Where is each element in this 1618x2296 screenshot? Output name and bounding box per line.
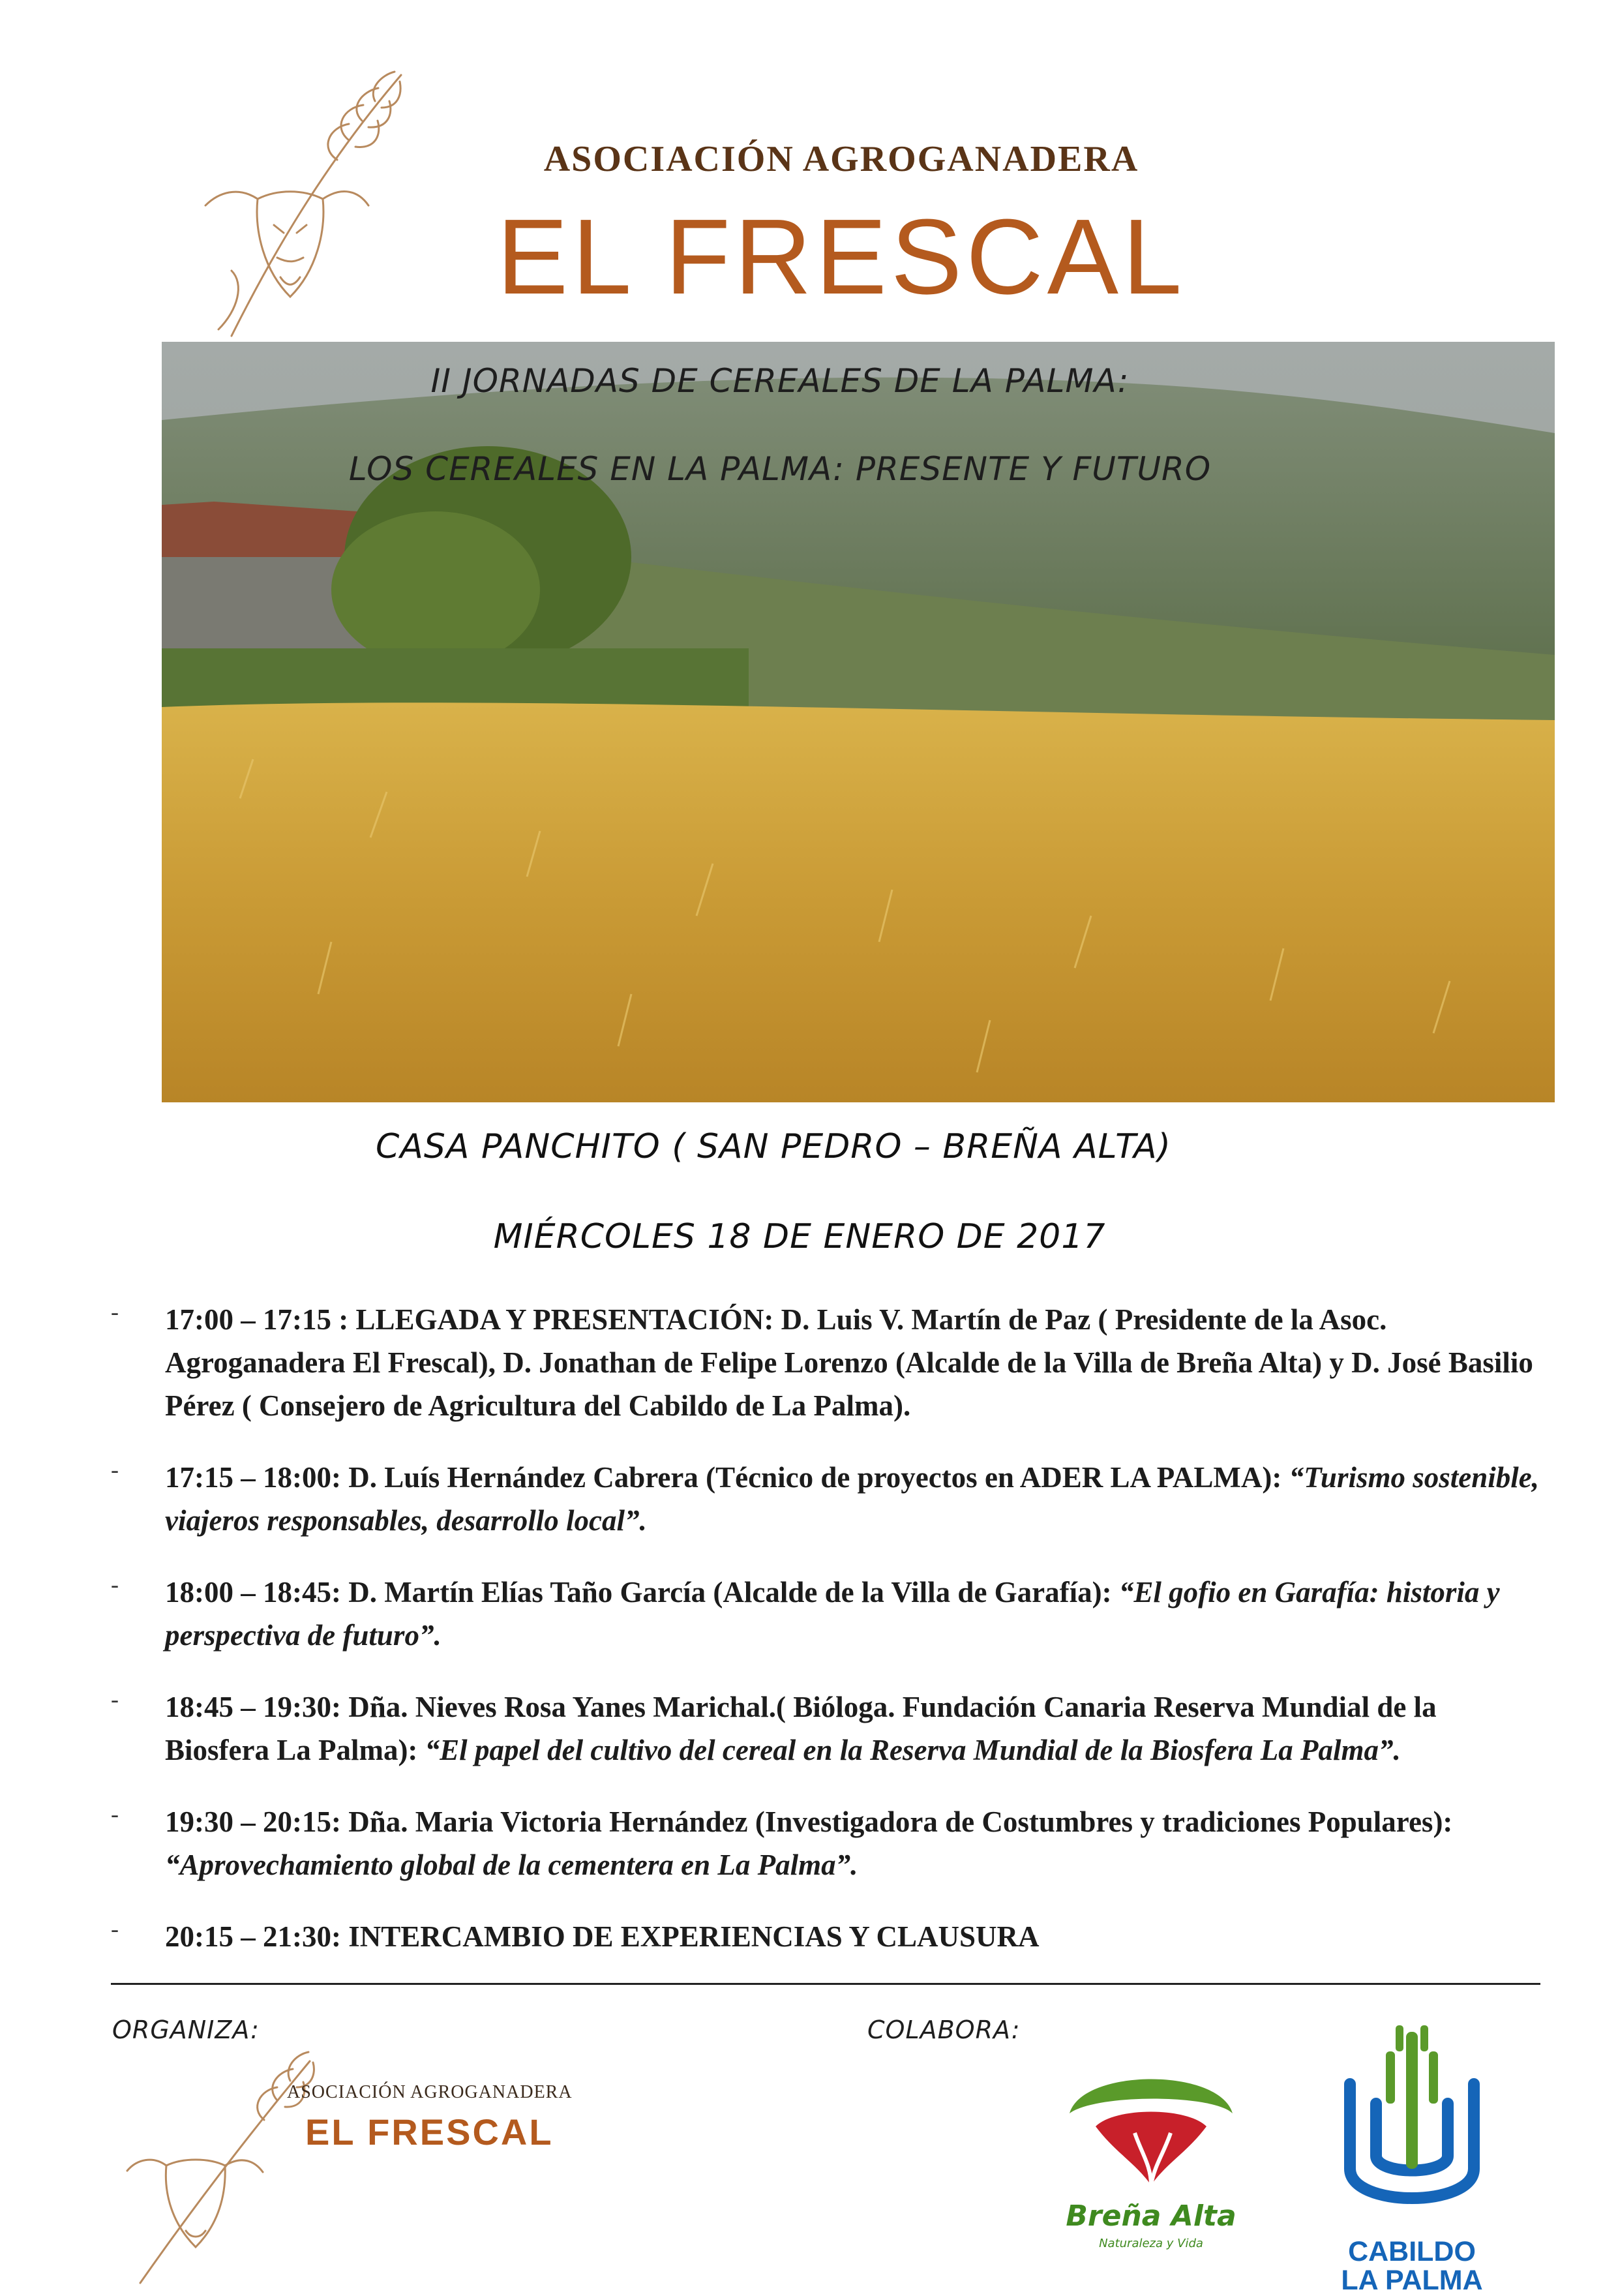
main-title: EL FRESCAL bbox=[496, 197, 1186, 316]
list-bullet: - bbox=[111, 1457, 119, 1483]
program-item bbox=[111, 1685, 1546, 1772]
footer-organizer-name: EL FRESCAL bbox=[305, 2111, 554, 2152]
program-item-text: 20:15 – 21:30: INTERCAMBIO DE EXPERIENCIAS Y CLAUSURA bbox=[165, 1920, 1040, 1953]
cabildo-name bbox=[1311, 2237, 1513, 2295]
svg-text:Breña Alta: Breña Alta bbox=[1066, 2199, 1236, 2233]
program-item bbox=[111, 1571, 1546, 1657]
list-bullet: - bbox=[111, 1571, 119, 1597]
event-title-line1: II JORNADAS DE CEREALES DE LA PALMA: bbox=[430, 362, 1130, 400]
colabora-label: COLABORA: bbox=[867, 2016, 1021, 2044]
wheat-ox-logo-small-icon bbox=[114, 2022, 610, 2289]
association-title: ASOCIACIÓN AGROGANADERA bbox=[543, 139, 1139, 179]
list-bullet: - bbox=[111, 1801, 119, 1827]
program-item-talk: “El papel del cultivo del cereal en la Reserva Mundial de la Biosfera La Palma”. bbox=[425, 1734, 1401, 1766]
svg-text:Naturaleza y Vida: Naturaleza y Vida bbox=[1099, 2237, 1203, 2250]
program-item bbox=[111, 1800, 1546, 1886]
program-item-text: 18:00 – 18:45: D. Martín Elías Taño García (Alcalde de la Villa de Garafía): bbox=[165, 1576, 1119, 1609]
event-venue: CASA PANCHITO ( SAN PEDRO – BREÑA ALTA) bbox=[376, 1127, 1171, 1166]
event-title-line2: LOS CEREALES EN LA PALMA: PRESENTE Y FUTURO bbox=[348, 450, 1212, 488]
program-item-text: 17:00 – 17:15 : LLEGADA Y PRESENTACIÓN: D. Luis V. Martín de Paz ( Presidente de la Asoc. Agroganadera El Frescal), D. Jonathan de Felipe Lorenzo (Alcalde de la Villa de Breña Alta) y D. José Basilio Pérez ( Consejero de Agricultura del Cabildo de La Palma). bbox=[165, 1303, 1533, 1422]
program-item-text: 19:30 – 20:15: Dña. Maria Victoria Hernández (Investigadora de Costumbres y tradiciones Populares): bbox=[165, 1805, 1453, 1838]
program-item bbox=[111, 1298, 1546, 1427]
program-list bbox=[111, 1298, 1546, 1987]
program-item-talk: “El gofio en Garafía: historia y perspectiva de futuro”. bbox=[165, 1576, 1500, 1652]
program-item-talk: “Aprovechamiento global de la cementera en La Palma”. bbox=[165, 1849, 858, 1881]
cabildo-line1: CABILDO bbox=[1348, 2236, 1476, 2267]
program-item bbox=[111, 1915, 1546, 1958]
organiza-label: ORGANIZA: bbox=[112, 2016, 260, 2044]
program-item-text: 18:45 – 19:30: Dña. Nieves Rosa Yanes Marichal.( Bióloga. Fundación Canaria Reserva Mundial de la Biosfera La Palma): bbox=[165, 1691, 1437, 1766]
program-item bbox=[111, 1456, 1546, 1542]
cabildo-line2: LA PALMA bbox=[1341, 2265, 1483, 2296]
list-bullet: - bbox=[111, 1916, 119, 1942]
list-bullet: - bbox=[111, 1686, 119, 1712]
footer-divider bbox=[111, 1983, 1540, 1985]
program-item-talk: “Turismo sostenible, viajeros responsables, desarrollo local”. bbox=[165, 1461, 1539, 1537]
cabildo-logo-icon bbox=[1324, 2012, 1500, 2234]
footer-association: ASOCIACIÓN AGROGANADERA bbox=[287, 2082, 573, 2102]
brena-alta-logo-icon bbox=[1056, 2055, 1246, 2257]
event-date: MIÉRCOLES 18 DE ENERO DE 2017 bbox=[493, 1217, 1106, 1256]
program-item-text: 17:15 – 18:00: D. Luís Hernández Cabrera (Técnico de proyectos en ADER LA PALMA): bbox=[165, 1461, 1289, 1494]
list-bullet: - bbox=[111, 1299, 119, 1325]
